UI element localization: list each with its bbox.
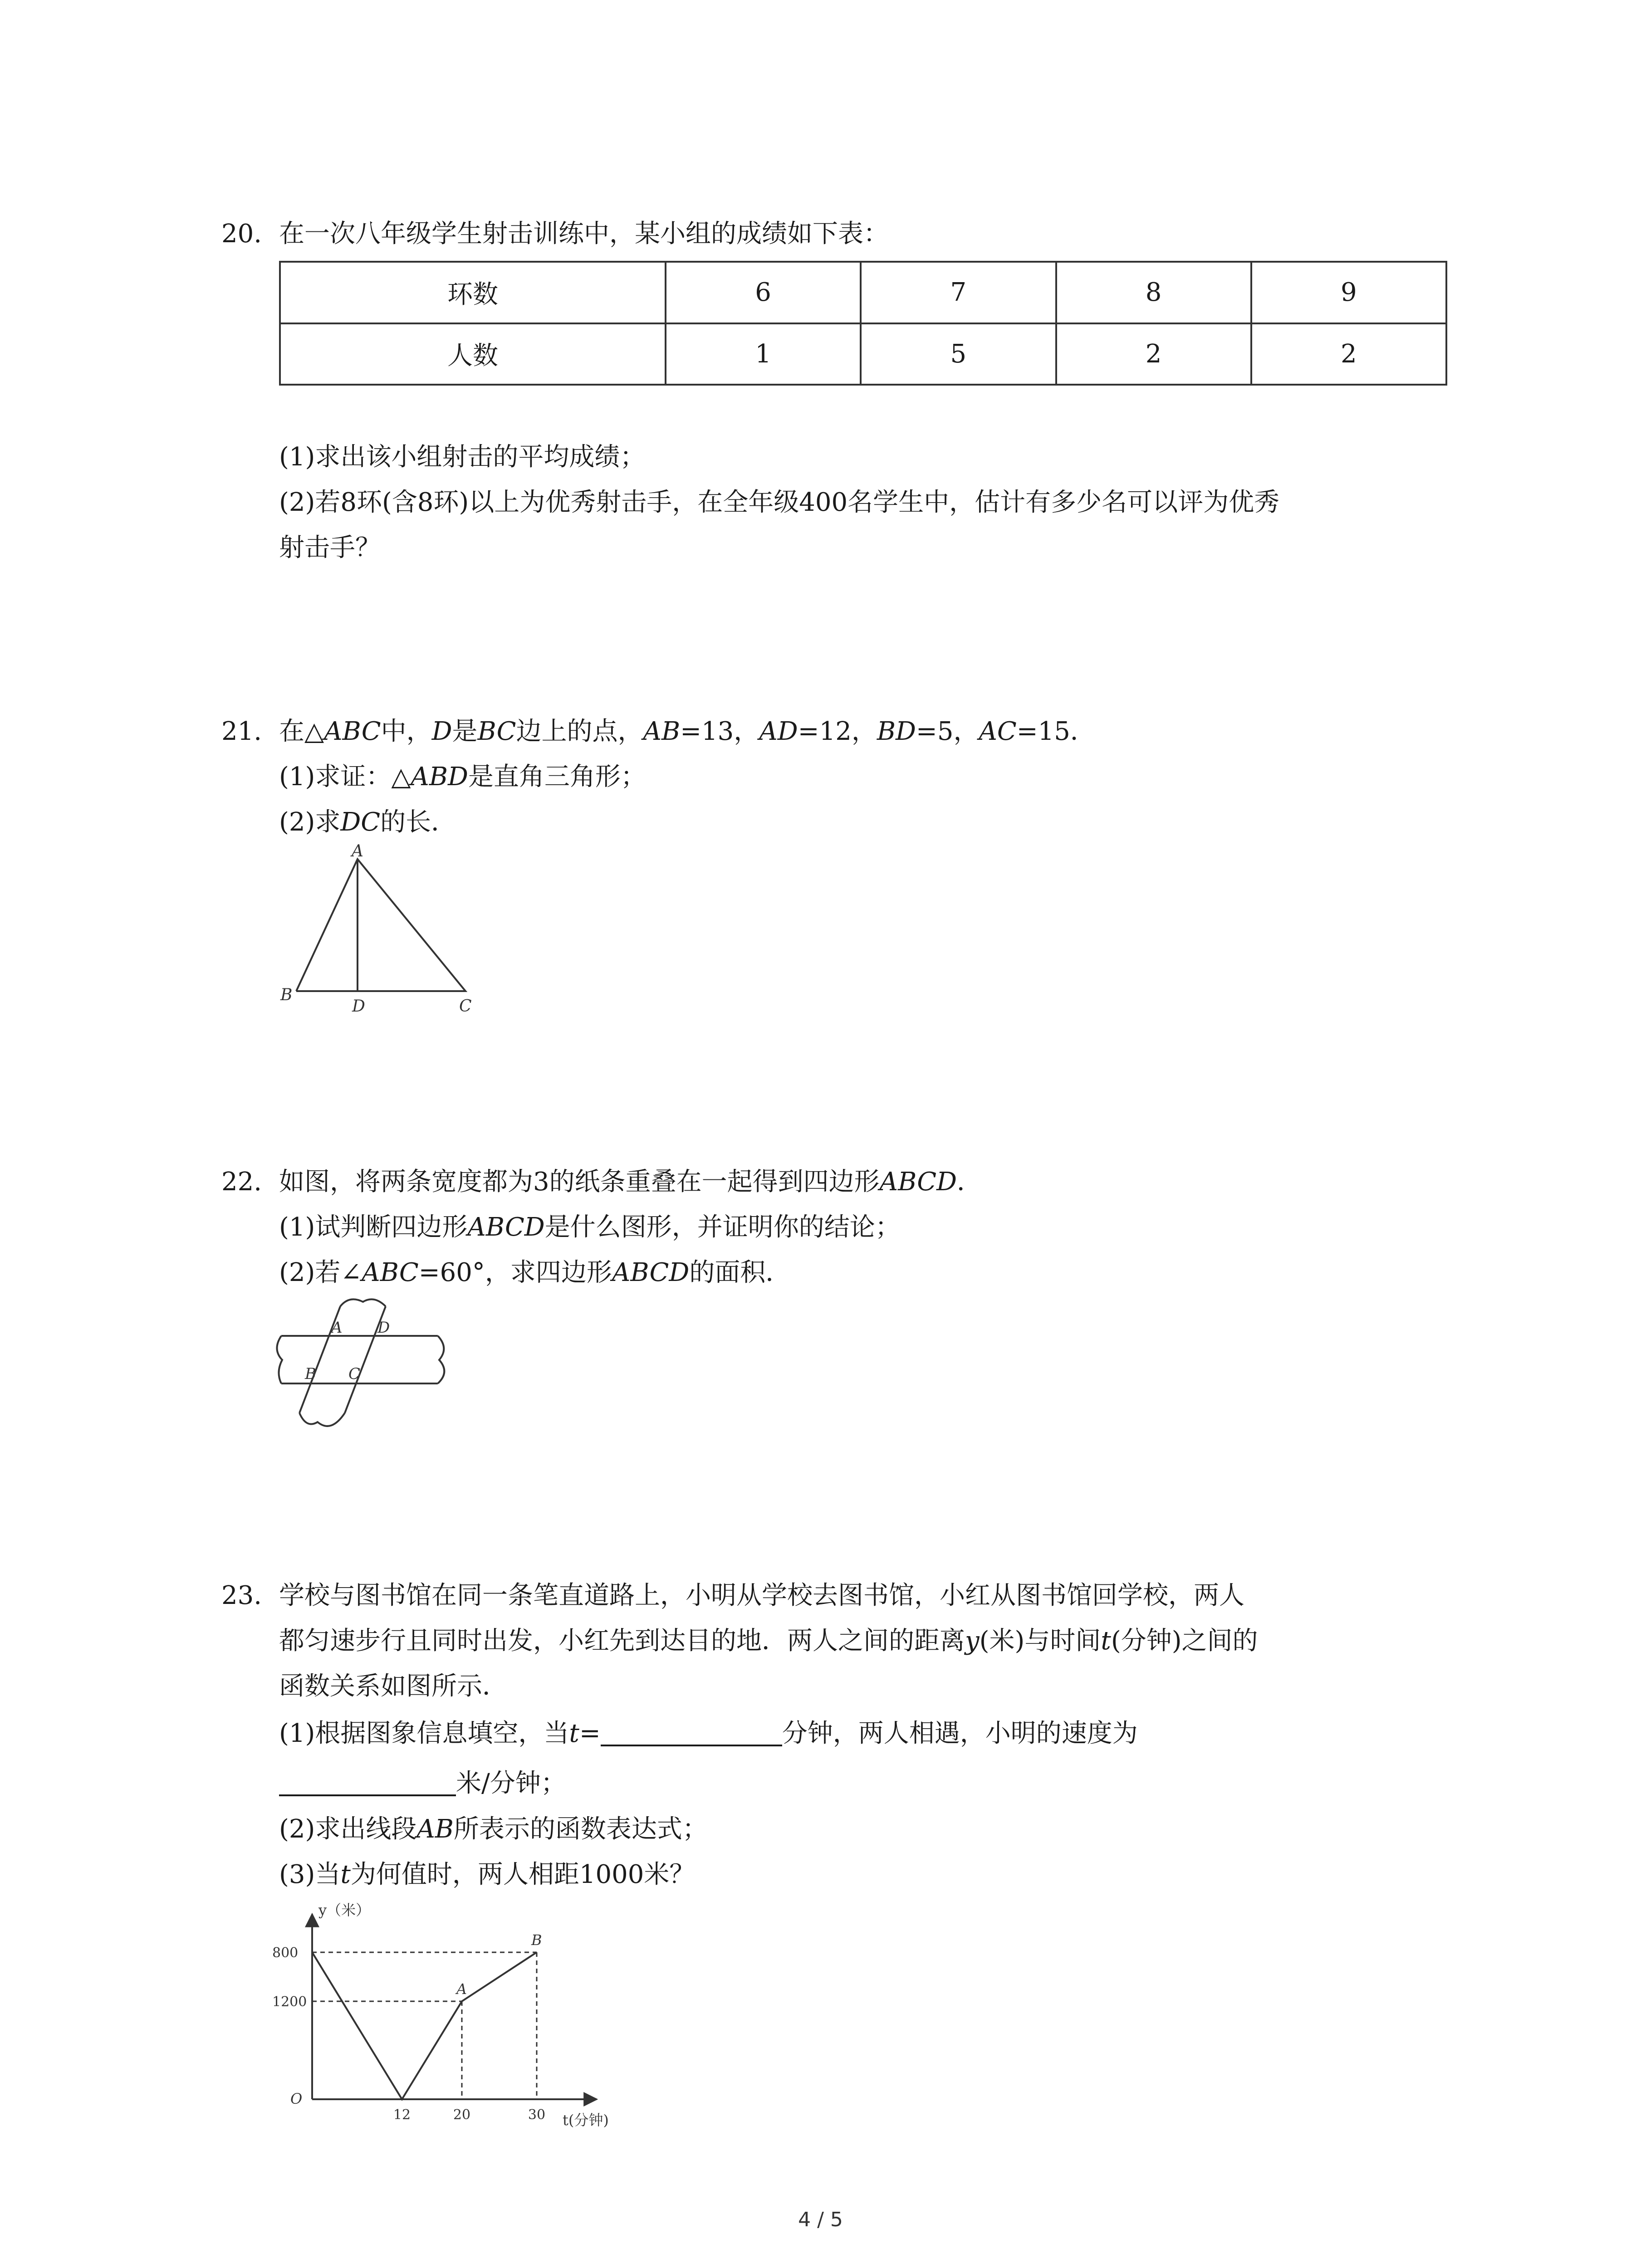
y-tick-label: 1200 bbox=[272, 1994, 307, 2010]
y-axis-label: y（米） bbox=[318, 1901, 371, 1919]
question-22-number: 22. bbox=[221, 1167, 262, 1197]
question-23-part2: (2)求出线段AB所表示的函数表达式； bbox=[279, 1814, 708, 1844]
table-row bbox=[280, 323, 1446, 385]
question-21-number: 21. bbox=[221, 717, 262, 746]
question-20-number: 20. bbox=[221, 219, 262, 249]
label-d: D bbox=[377, 1319, 390, 1337]
question-20-part2-line2: 射击手？ bbox=[279, 533, 381, 562]
table-cell: 环数 bbox=[280, 262, 666, 323]
question-22-part2: (2)若∠ABC=60°，求四边形ABCD的面积． bbox=[279, 1258, 791, 1287]
question-20-part1: (1)求出该小组射击的平均成绩； bbox=[279, 442, 646, 472]
question-23-stem-line1: 学校与图书馆在同一条笔直道路上，小明从学校去图书馆，小红从图书馆回学校，两人 bbox=[279, 1581, 1244, 1610]
point-label-b: B bbox=[531, 1931, 542, 1949]
table-cell: 2 bbox=[1056, 323, 1251, 385]
x-tick-label: 30 bbox=[528, 2107, 546, 2123]
question-21-part1: (1)求证：△ABD是直角三角形； bbox=[279, 762, 646, 792]
label-c: C bbox=[348, 1365, 361, 1383]
table-cell: 8 bbox=[1056, 262, 1251, 323]
question-20-part2-line1: (2)若8环(含8环)以上为优秀射击手，在全年级400名学生中，估计有多少名可以评为优秀 bbox=[279, 488, 1280, 517]
question-23-stem-line3: 函数关系如图所示． bbox=[279, 1672, 508, 1701]
slanted-strip-top-edge bbox=[340, 1299, 386, 1306]
question-23-part1-line1: (1)根据图象信息填空，当t= 分钟，两人相遇，小明的速度为 bbox=[279, 1719, 1138, 1748]
label-b: B bbox=[305, 1365, 316, 1383]
table-cell: 7 bbox=[861, 262, 1056, 323]
triangle-figure bbox=[272, 844, 499, 1025]
question-23-part1-line2: 米/分钟； bbox=[279, 1769, 566, 1796]
tick-labels bbox=[272, 1945, 545, 2123]
label-a: A bbox=[331, 1319, 343, 1337]
question-20-stem: 在一次八年级学生射击训练中，某小组的成绩如下表： bbox=[279, 219, 889, 249]
y-tick-label: 800 bbox=[272, 1945, 299, 1961]
series-line bbox=[312, 1952, 537, 2099]
page-number: 4 / 5 bbox=[798, 2208, 843, 2231]
point-labels bbox=[455, 1931, 542, 1998]
distance-series-line bbox=[312, 1952, 537, 2099]
table-cell: 人数 bbox=[280, 323, 666, 385]
x-tick-label: 12 bbox=[393, 2107, 411, 2123]
x-axis-label: t(分钟) bbox=[563, 2112, 609, 2129]
question-23-number: 23. bbox=[221, 1581, 262, 1610]
question-21-stem: 在△ABC中，D是BC边上的点，AB=13，AD=12，BD=5，AC=15． bbox=[279, 717, 1096, 746]
label-d: D bbox=[352, 997, 365, 1016]
score-table bbox=[279, 261, 1447, 386]
point-label-a: A bbox=[456, 1980, 467, 1998]
table-cell: 2 bbox=[1251, 323, 1446, 385]
table-cell: 9 bbox=[1251, 262, 1446, 323]
slanted-strip-bottom-edge bbox=[299, 1413, 345, 1426]
origin-label: O bbox=[290, 2090, 303, 2107]
question-22-stem: 如图，将两条宽度都为3的纸条重叠在一起得到四边形ABCD． bbox=[279, 1167, 983, 1197]
label-a: A bbox=[352, 842, 363, 860]
label-b: B bbox=[280, 986, 293, 1004]
table-cell: 1 bbox=[666, 323, 861, 385]
question-21-part2: (2)求DC的长． bbox=[279, 807, 457, 837]
answer-blank-meeting-time[interactable] bbox=[601, 1719, 782, 1746]
distance-time-graph bbox=[272, 1896, 644, 2159]
horizontal-strip-right-edge bbox=[438, 1336, 444, 1383]
question-22-part1: (1)试判断四边形ABCD是什么图形，并证明你的结论； bbox=[279, 1212, 901, 1242]
paper-strips-figure bbox=[272, 1293, 454, 1442]
table-cell: 5 bbox=[861, 323, 1056, 385]
answer-blank-speed[interactable] bbox=[279, 1769, 456, 1796]
table-row bbox=[280, 262, 1446, 323]
triangle-abc-outline bbox=[296, 859, 465, 991]
horizontal-strip-left-edge bbox=[277, 1336, 282, 1383]
table-cell: 6 bbox=[666, 262, 861, 323]
x-tick-label: 20 bbox=[453, 2107, 471, 2123]
label-c: C bbox=[459, 997, 472, 1016]
question-23-part3: (3)当t为何值时，两人相距1000米？ bbox=[279, 1860, 695, 1889]
question-23-stem-line2: 都匀速步行且同时出发，小红先到达目的地．两人之间的距离y(米)与时间t(分钟)之间的 bbox=[279, 1626, 1258, 1656]
